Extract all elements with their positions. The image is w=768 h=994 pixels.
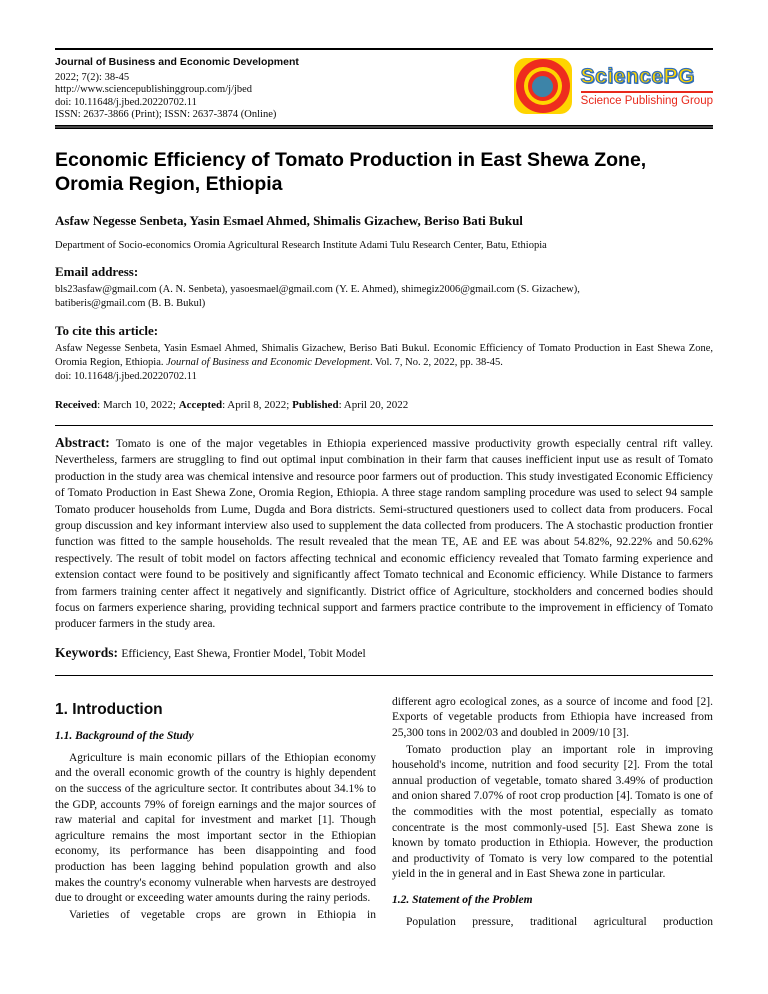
- affiliation-line: Department of Socio-economics Oromia Agricultural Research Institute Adami Tulu Research Center, Batu, Ethiopia: [55, 240, 547, 252]
- cite-heading: To cite this article:: [55, 323, 159, 339]
- section-1-heading: 1. Introduction: [55, 700, 163, 718]
- journal-meta: [55, 56, 299, 121]
- intro-paragraph-2-continued: different agro ecological zones, as a source of income and food [2]. Exports of vegetable products from Ethiopia have increased from 25,300 tons in 2002/03 and doubled in 2009/10 [3].: [392, 695, 713, 740]
- problem-paragraph-1: Population pressure, traditional agricultural production: [406, 916, 713, 929]
- citation-authors-title: Asfaw Negesse Senbeta, Yasin Esmael Ahmed, Shimalis Gizachew, Beriso Bati Bukul. Economic Efficiency of Tomato Production in East Shewa Zone, Oromia Region, Ethiopia.: [55, 343, 713, 369]
- brand-tagline: Science Publishing Group: [580, 95, 713, 107]
- dates-line: [55, 399, 713, 411]
- intro-paragraph-3: Tomato production play an important role in improving household's income, nutrition and food security [2]. From the total annual production of vegetable, tomato shared 3.49% of production and onion shared 7.07% of root crop production [4]. Tomato is one of the commodities with the most potential, especially as tomato concentrate is the most commonly-used [5]. East Shewa zone is known by tomato production in Ethiopia. However, the production and productivity of Tomato is very low compared to the potential yield in the in general and in East Shewa zone in particular.: [392, 743, 713, 881]
- journal-url[interactable]: http://www.sciencepublishinggroup.com/j/jbed: [55, 84, 253, 96]
- email-heading: Email address:: [55, 264, 139, 280]
- keywords-text: Efficiency, East Shewa, Frontier Model, Tobit Model: [121, 647, 366, 660]
- accepted-value: : April 8, 2022;: [222, 399, 293, 412]
- journal-title: Journal of Business and Economic Development: [55, 56, 299, 68]
- keywords-bottom-rule: [55, 675, 713, 676]
- journal-header: [55, 50, 713, 121]
- intro-paragraph-1: Agriculture is main economic pillars of the Ethiopian economy and the overall economic growth of the country is highly dependent on the success of the agriculture sector. It contributes about 34.1% to the GDP, accounts 79% of foreign earnings and the major sources of raw material and capital for investment and market [1]. Though agriculture remains the most important sector in the Ethiopian economy, its performance has been disappointing and food production has been lagging behind population growth and also makes the country's economy vulnerable when harvests are destroyed due to drought or exceeding water amounts during the rainy periods.: [55, 751, 376, 905]
- keywords-label: Keywords:: [55, 644, 122, 660]
- body-columns: [55, 693, 713, 931]
- abstract-text: Tomato is one of the major vegetables in Ethiopia experienced massive productivity growth especially central rift valley. Nevertheless, farmers are struggling to find out optimal input combination in their farm that causes inefficient input use as result of Tomato production in the study area was chemical intensive and resource poor farmers out of production. This study investigated Economic Efficiency of Tomato Production in East Shewa Zone, Oromia Region, Ethiopia. A three stage random sampling procedure was used to select 94 sample Tomato producer households from Lume, Dugda and Bora districts. Semi-structured questioners used to collect data from producers. Focal group discussion and key informant interview also used to supplement the data collected from producers. The A stochastic production frontier function was fitted to the sample households. The result revealed that the mean TE, AE and EE was about 54.82%, 92.22% and 50.62% respectively. The result of tobit model on factors affecting technical and economic efficiency revealed that Tomato farming experience and extension contact were found to be positively and significantly affect Tomato technical and Economic efficiency. While Distance to farmers from farmers training center affect it negatively and significantly. District office of Agriculture, stockholders and concerned bodies should focus on farmers experience sharing, providing technical support and farmers practice contribute to the improvement in efficiency of Tomato producer farmers in the study area.: [55, 438, 714, 631]
- brand-name: SciencePG: [580, 65, 695, 88]
- left-column: [55, 693, 376, 931]
- citation-volume-pages: . Vol. 7, No. 2, 2022, pp. 38-45.: [369, 357, 503, 369]
- citation-doi: doi: 10.11648/j.jbed.20220702.11: [55, 371, 197, 383]
- header-bottom-rule: [55, 125, 713, 129]
- received-value: : March 10, 2022;: [97, 399, 179, 412]
- right-column: [392, 693, 713, 931]
- published-value: : April 20, 2022: [338, 399, 409, 412]
- citation-journal-name: Journal of Business and Economic Development: [166, 357, 370, 369]
- publisher-logo: [514, 58, 713, 114]
- journal-issn: ISSN: 2637-3866 (Print); ISSN: 2637-3874 (Online): [55, 108, 277, 120]
- section-1-1-heading: 1.1. Background of the Study: [55, 729, 194, 742]
- published-label: Published: [292, 399, 339, 412]
- citation-text: [55, 342, 713, 384]
- journal-doi: doi: 10.11648/j.jbed.20220702.11: [55, 96, 197, 108]
- brand-divider: [581, 91, 713, 93]
- authors-line: Asfaw Negesse Senbeta, Yasin Esmael Ahmed, Shimalis Gizachew, Beriso Bati Bukul: [55, 213, 523, 229]
- abstract-paragraph: [55, 435, 713, 633]
- abstract-top-rule: [55, 425, 713, 426]
- section-1-2-heading: 1.2. Statement of the Problem: [392, 894, 533, 907]
- email-line-1[interactable]: bls23asfaw@gmail.com (A. N. Senbeta), yasoesmael@gmail.com (Y. E. Ahmed), shimegiz2006@gmail.com (S. Gizachew),: [55, 284, 580, 296]
- article-title: Economic Efficiency of Tomato Production in East Shewa Zone, Oromia Region, Ethiopia: [55, 149, 647, 196]
- publisher-logo-text: [581, 65, 713, 107]
- keywords-line: [55, 645, 713, 661]
- email-line-2[interactable]: batiberis@gmail.com (B. B. Bukul): [55, 297, 206, 309]
- received-label: Received: [55, 399, 98, 412]
- abstract-label: Abstract:: [55, 435, 116, 451]
- email-addresses: [55, 283, 713, 310]
- journal-issue-line: 2022; 7(2): 38-45: [55, 72, 130, 84]
- accepted-label: Accepted: [178, 399, 223, 412]
- sciencepg-logo-icon: [514, 58, 572, 114]
- intro-paragraph-2: Varieties of vegetable crops are grown in Ethiopia in: [69, 908, 376, 921]
